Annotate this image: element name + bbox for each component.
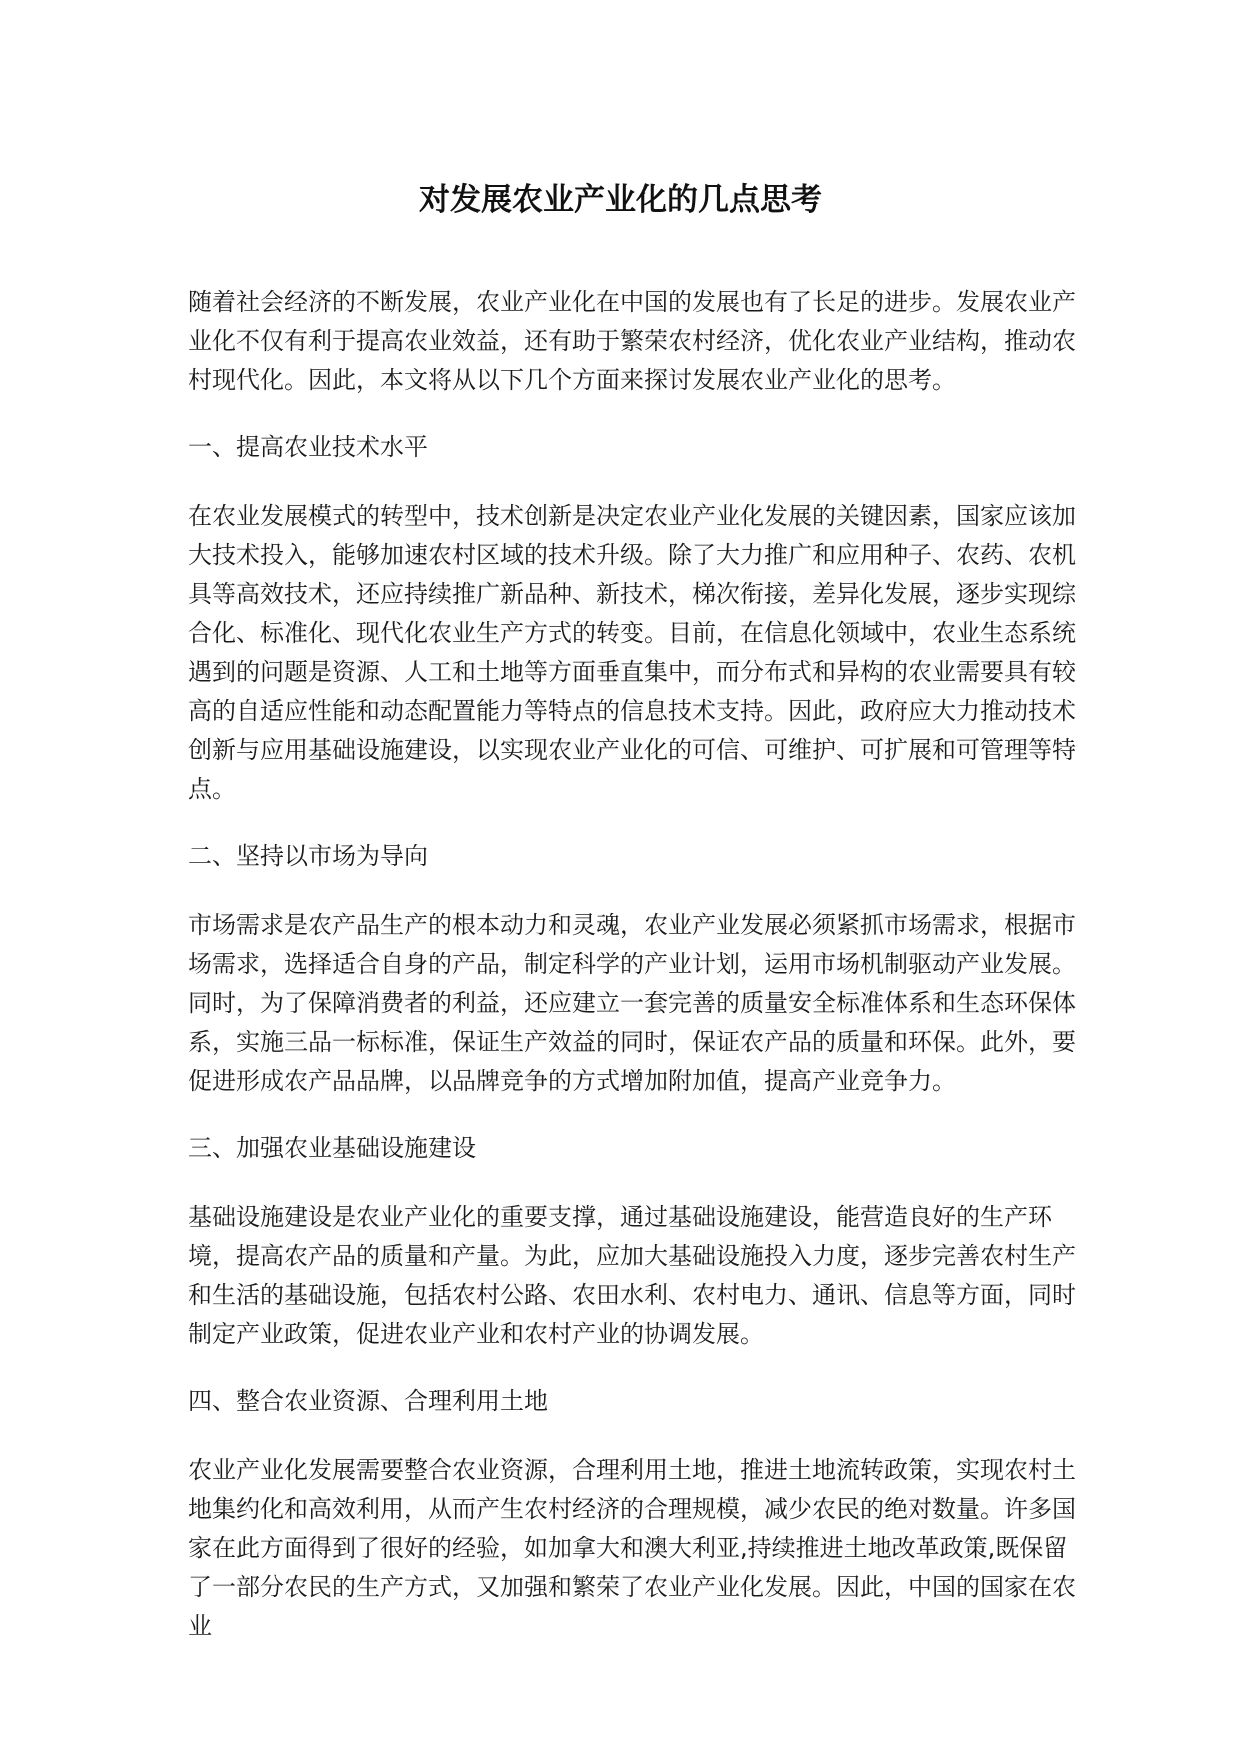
section-paragraph-2: 市场需求是农产品生产的根本动力和灵魂，农业产业发展必须紧抓市场需求，根据市场需求，选择适合自身的产品，制定科学的产业计划，运用市场机制驱动产业发展。同时，为了保障消费者的利益，还应建立一套完善的质量安全标准体系和生态环保体系，实施三品一标标准，保证生产效益的同时，保证农产品的质量和环保。此外，要促进形成农产品品牌，以品牌竞争的方式增加附加值，提高产业竞争力。 — [188, 911, 1076, 1095]
section-heading-1: 一、提高农业技术水平 — [188, 433, 428, 461]
document-body — [188, 283, 1078, 1674]
document-title: 对发展农业产业化的几点思考 — [419, 182, 822, 218]
section-heading-2: 二、坚持以市场为导向 — [188, 842, 428, 870]
intro-paragraph: 随着社会经济的不断发展，农业产业化在中国的发展也有了长足的进步。发展农业产业化不仅有利于提高农业效益，还有助于繁荣农村经济，优化农业产业结构，推动农村现代化。因此，本文将从以下几个方面来探讨发展农业产业化的思考。 — [188, 288, 1076, 394]
section-paragraph-4: 农业产业化发展需要整合农业资源，合理利用土地，推进土地流转政策，实现农村土地集约化和高效利用，从而产生农村经济的合理规模，减少农民的绝对数量。许多国家在此方面得到了很好的经验，如加拿大和澳大利亚,持续推进土地改革政策,既保留了一部分农民的生产方式，又加强和繁荣了农业产业化发展。因此，中国的国家在农业 — [188, 1456, 1076, 1640]
section-heading-4: 四、整合农业资源、合理利用土地 — [188, 1387, 548, 1415]
section-heading-3: 三、加强农业基础设施建设 — [188, 1134, 476, 1162]
section-paragraph-1: 在农业发展模式的转型中，技术创新是决定农业产业化发展的关键因素，国家应该加大技术投入，能够加速农村区域的技术升级。除了大力推广和应用种子、农药、农机具等高效技术，还应持续推广新品种、新技术，梯次衔接，差异化发展，逐步实现综合化、标准化、现代化农业生产方式的转变。目前，在信息化领域中，农业生态系统遇到的问题是资源、人工和土地等方面垂直集中，而分布式和异构的农业需要具有较高的自适应性能和动态配置能力等特点的信息技术支持。因此，政府应大力推动技术创新与应用基础设施建设，以实现农业产业化的可信、可维护、可扩展和可管理等特点。 — [188, 502, 1076, 803]
section-paragraph-3: 基础设施建设是农业产业化的重要支撑，通过基础设施建设，能营造良好的生产环境，提高农产品的质量和产量。为此，应加大基础设施投入力度，逐步完善农村生产和生活的基础设施，包括农村公路、农田水利、农村电力、通讯、信息等方面，同时制定产业政策，促进农业产业和农村产业的协调发展。 — [188, 1203, 1076, 1348]
